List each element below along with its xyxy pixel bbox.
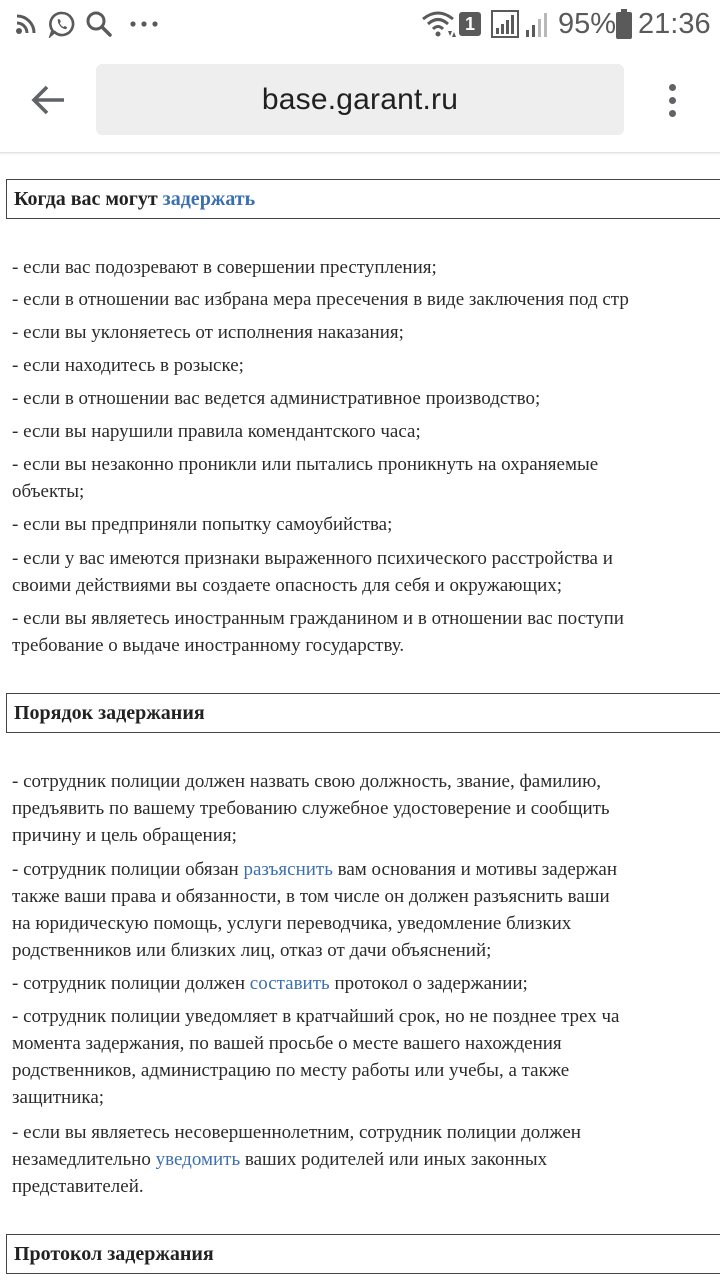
- overflow-menu-button[interactable]: [648, 76, 696, 124]
- list-item-text: - если вы являетесь иностранным гражданином и в отношении вас поступи: [12, 608, 624, 629]
- list-item: [12, 970, 720, 997]
- list-item-text: родственников или близких лиц, отказ от дачи объяснений;: [12, 940, 492, 961]
- list-item-text: - если вы нарушили правила комендантского часа;: [12, 421, 421, 442]
- rss-icon: [14, 8, 38, 40]
- list-item: [12, 286, 720, 313]
- signal-icon: [490, 8, 520, 40]
- list-item-text: представителей.: [12, 1176, 144, 1197]
- overflow-menu-icon: [669, 84, 676, 91]
- list-item-text: - если вы уклоняетесь от исполнения наказания;: [12, 322, 404, 343]
- text-segment: - сотрудник полиции должен: [12, 973, 250, 994]
- list-item-text: [12, 856, 720, 883]
- list-item-text: - если у вас имеются признаки выраженного психического расстройства и: [12, 548, 613, 569]
- status-bar: [0, 0, 720, 48]
- list-item: [12, 319, 720, 346]
- clock: 21:36: [638, 8, 711, 40]
- list-item-text: также ваши права и обязанности, в том числе он должен разъяснить ваши: [12, 886, 610, 907]
- list-item-text: защитника;: [12, 1087, 105, 1108]
- overflow-menu-dot: [669, 97, 676, 104]
- search-icon: [84, 8, 114, 40]
- list-item-text: - если в отношении вас избрана мера пресечения в виде заключения под стр: [12, 289, 629, 310]
- detain-link[interactable]: задержать: [162, 187, 256, 210]
- list-item: [12, 768, 720, 849]
- explain-link[interactable]: разъяснить: [243, 859, 333, 880]
- list-item-text: предъявить по вашему требованию служебное удостоверение и сообщить: [12, 798, 610, 819]
- sim-1-icon: [458, 8, 482, 40]
- list-item: [12, 352, 720, 379]
- list-item-text: момента задержания, по вашей просьбе о месте вашего нахождения: [12, 1033, 562, 1054]
- list-item-text: причину и цель обращения;: [12, 825, 237, 846]
- signal-icon-2: [524, 8, 550, 40]
- page-content: [0, 153, 720, 1280]
- list-item: [12, 254, 720, 281]
- wifi-icon: [420, 8, 456, 40]
- list-item: [12, 385, 720, 412]
- text-segment: - сотрудник полиции обязан: [12, 859, 244, 880]
- list-item-text: [12, 970, 720, 997]
- list-item: [12, 451, 720, 505]
- list-item: [12, 1003, 720, 1111]
- address-bar[interactable]: [96, 64, 624, 135]
- list-item: [12, 545, 720, 599]
- list-item-text: - сотрудник полиции уведомляет в кратчайший срок, но не позднее трех ча: [12, 1006, 620, 1027]
- section-title: Протокол задержания: [14, 1242, 214, 1265]
- section-title: Когда вас могут: [14, 187, 163, 210]
- list-item-text: - сотрудник полиции должен назвать свою должность, звание, фамилию,: [12, 771, 602, 792]
- list-item-text: родственников, администрацию по месту работы или учебы, а также: [12, 1060, 570, 1081]
- list-item-text: - если находитесь в розыске;: [12, 355, 244, 376]
- text-segment: незамедлительно: [12, 1149, 156, 1170]
- text-segment: вам основания и мотивы задержан: [332, 859, 618, 880]
- section-header-detention-protocol: [6, 1234, 720, 1274]
- list-item: [12, 605, 720, 659]
- list-item-text: требование о выдаче иностранному государству.: [12, 635, 405, 656]
- url-text: base.garant.ru: [261, 82, 459, 116]
- whatsapp-icon: [47, 8, 77, 40]
- list-item-text: своими действиями вы создаете опасность для себя и окружающих;: [12, 575, 563, 596]
- list-item-text: на юридическую помощь, услуги переводчика, уведомление близких: [12, 913, 572, 934]
- battery-icon: [614, 8, 634, 40]
- list-item-text: - если вы незаконно проникли или пытались проникнуть на охраняемые: [12, 454, 599, 475]
- text-segment: ваших родителей или иных законных: [240, 1149, 548, 1170]
- browser-toolbar: [0, 48, 720, 153]
- battery-percent: 95%: [558, 8, 617, 40]
- list-item: [12, 856, 720, 964]
- list-item-text: - если вас подозревают в совершении преступления;: [12, 257, 437, 278]
- back-button[interactable]: [18, 74, 78, 126]
- more-notifications-icon: [128, 8, 160, 40]
- list-item-text: объекты;: [12, 481, 85, 502]
- list-item: [12, 511, 720, 538]
- list-item-text: - если в отношении вас ведется административное производство;: [12, 388, 541, 409]
- back-arrow-icon: [31, 85, 65, 115]
- overflow-menu-dot: [669, 110, 676, 117]
- notify-link[interactable]: уведомить: [155, 1149, 241, 1170]
- section-header-detention-procedure: [6, 693, 720, 733]
- section-title: Порядок задержания: [14, 701, 205, 724]
- list-item-text: - если вы являетесь несовершеннолетним, сотрудник полиции должен: [12, 1122, 581, 1143]
- section-header-when-detained: [6, 179, 720, 219]
- compose-link[interactable]: составить: [249, 973, 330, 994]
- text-segment: протокол о задержании;: [329, 973, 528, 994]
- list-item: [12, 1119, 720, 1200]
- list-item: [12, 418, 720, 445]
- list-item-text: - если вы предприняли попытку самоубийства;: [12, 514, 393, 535]
- list-item-text: [12, 1146, 720, 1173]
- sim-slot-label: 1: [464, 14, 475, 34]
